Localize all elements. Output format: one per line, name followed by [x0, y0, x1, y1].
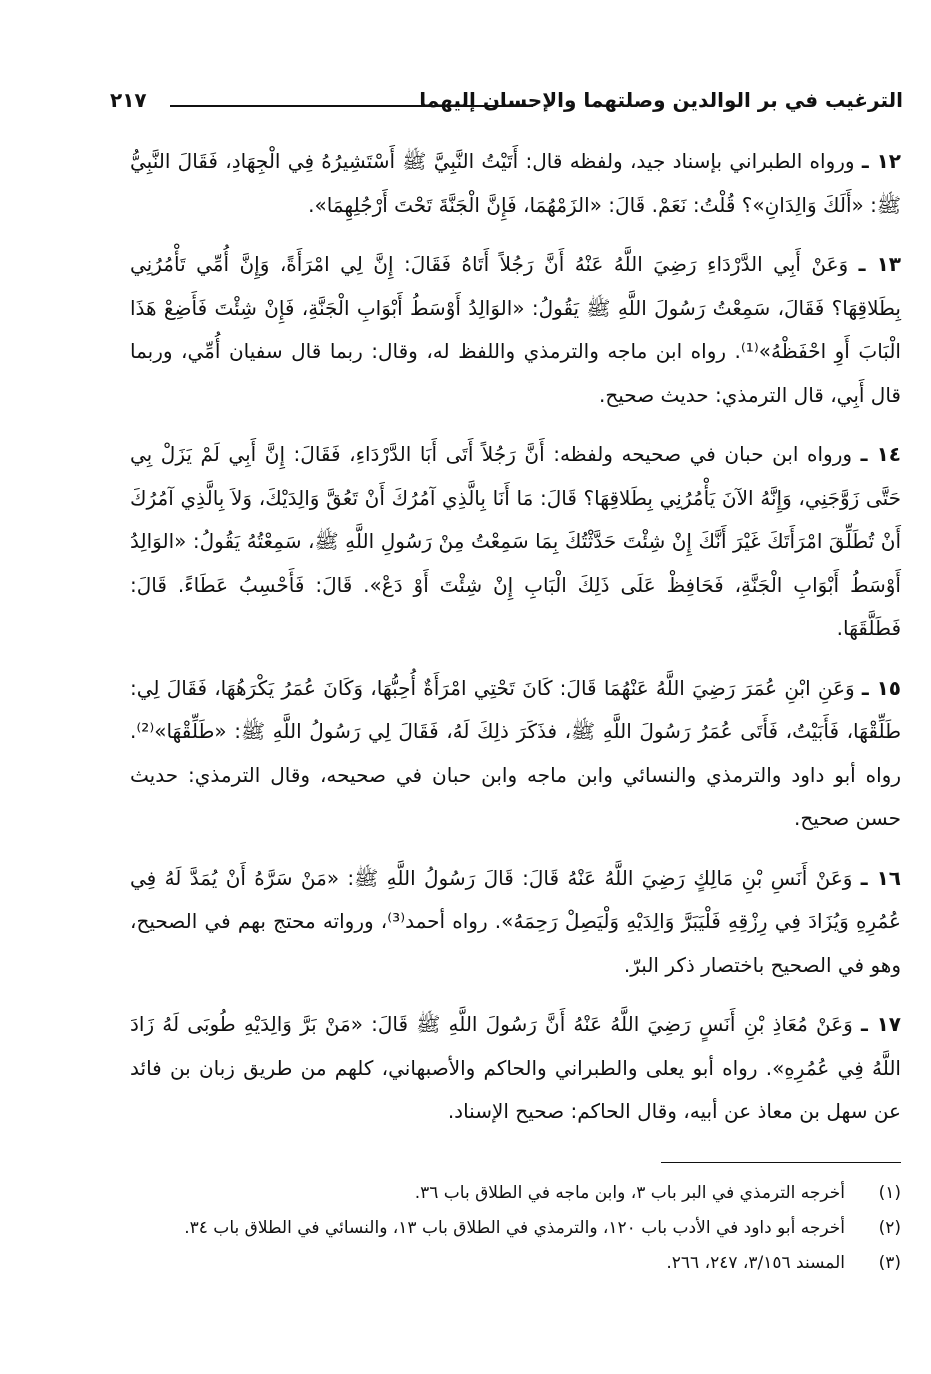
body-text — [130, 140, 901, 1150]
footnote-marker: (٣) — [878, 1253, 901, 1273]
hadith-text: وَعَنْ أَنَسِ بْنِ مَالِكٍ رَضِيَ اللَّهُ عَنْهُ قَالَ: قَالَ رَسُولُ اللَّهِ ﷺ: «مَنْ سَرَّهُ أَنْ يُمَدَّ لَهُ فِي عُمُرِهِ وَيُزَادَ فِي رِزْقِهِ فَلْيَبَرَّ وَالِدَيْهِ وَلْيَصِلْ رَحِمَهُ». رواه أحمد⁽³⁾، ورواته محتج بهم في الصحيح، وهو في الصحيح باختصار ذكر البرّ. — [130, 865, 901, 977]
footnotes — [140, 1178, 901, 1283]
hadith-number: ١٢ ـ — [861, 149, 901, 173]
footnote-separator — [661, 1162, 901, 1163]
header-rule — [170, 105, 533, 107]
hadith-paragraph — [130, 243, 901, 417]
hadith-paragraph — [130, 857, 901, 988]
hadith-text: ورواه الطبراني بإسناد جيد، ولفظه قال: أَتَيْتُ النَّبِيَّ ﷺ أَسْتَشِيرُهُ فِي الْجِهَادِ، فَقَالَ النَّبِيُّ ﷺ: «أَلَكَ وَالِدَانِ»؟ قُلْتُ: نَعَمْ. قَالَ: «الزَمْهُمَا، فَإِنَّ الْجَنَّةَ تَحْتَ أَرْجُلِهِمَا». — [130, 149, 901, 217]
footnote-marker: (٢) — [878, 1218, 901, 1238]
running-title: الترغيب في بر الوالدين وصلتهما والإحسان إليهما — [419, 88, 903, 112]
hadith-number: ١٤ ـ — [860, 442, 901, 466]
footnote — [140, 1213, 901, 1243]
hadith-paragraph — [130, 433, 901, 651]
hadith-paragraph — [130, 1003, 901, 1134]
hadith-number: ١٧ ـ — [860, 1012, 901, 1036]
hadith-text: وَعَنْ أَبِي الدَّرْدَاءِ رَضِيَ اللَّهُ عَنْهُ أَنَّ رَجُلاً أَتَاهُ فَقَالَ: إِنَّ لِي امْرَأَةً، وَإِنَّ أُمِّي تَأْمُرُنِي بِطَلاقِهَا؟ فَقَالَ، سَمِعْتُ رَسُولَ اللَّهِ ﷺ يَقُولُ: «الوَالِدُ أَوْسَطُ أَبْوَابِ الْجَنَّةِ، فَإِنْ شِئْتَ فَأَضِعْ هَذَا الْبَابَ أَوِ احْفَظْهُ»⁽¹⁾. رواه ابن ماجه والترمذي واللفظ له، وقال: ربما قال سفيان أُمِّي، وربما قال أَبِي، قال الترمذي: حديث صحيح. — [130, 252, 901, 407]
footnote-text: أخرجه الترمذي في البر باب ٣، وابن ماجه في الطلاق باب ٣٦. — [414, 1183, 845, 1203]
hadith-text: وَعَنْ مُعَاذِ بْنِ أَنَسٍ رَضِيَ اللَّهُ عَنْهُ أَنَّ رَسُولَ اللَّهِ ﷺ قَالَ: «مَنْ بَرَّ وَالِدَيْهِ طُوبَى لَهُ زَادَ اللَّهُ فِي عُمُرِهِ». رواه أبو يعلى والطبراني والحاكم والأصبهاني، كلهم من طريق زبان بن فائد عن سهل بن معاذ عن أبيه، وقال الحاكم: صحيح الإسناد. — [130, 1012, 901, 1123]
hadith-paragraph — [130, 140, 901, 227]
footnote-text: المسند ٣/١٥٦، ٢٤٧، ٢٦٦. — [666, 1253, 845, 1273]
page-header — [110, 88, 903, 118]
footnote — [140, 1178, 901, 1208]
hadith-number: ١٣ ـ — [858, 252, 901, 276]
hadith-paragraph — [130, 667, 901, 841]
footnote — [140, 1248, 901, 1278]
footnote-text: أخرجه أبو داود في الأدب باب ١٢٠، والترمذي في الطلاق باب ١٣، والنسائي في الطلاق باب ٣٤. — [184, 1218, 845, 1238]
hadith-number: ١٥ ـ — [861, 675, 901, 700]
footnote-marker: (١) — [878, 1183, 901, 1203]
page-number: ٢١٧ — [110, 88, 147, 112]
hadith-number: ١٦ ـ — [860, 865, 901, 890]
hadith-text: ورواه ابن حبان في صحيحه ولفظه: أَنَّ رَجُلاً أَتَى أَبَا الدَّرْدَاءِ، فَقَالَ: إِنَّ أَبِي لَمْ يَزَلْ بِي حَتَّى زَوَّجَنِي، وَإِنَّهُ الآنَ يَأْمُرُنِي بِطَلاقِهَا؟ قَالَ: مَا أَنَا بِالَّذِي آمُرُكَ أَنْ تَعُقَّ وَالِدَيْكَ، وَلاَ بِالَّذِي آمُرُكَ أَنْ تُطَلِّقَ امْرَأَتَكَ غَيْرَ أَنَّكَ إِنْ شِئْتَ حَدَّثْتُكَ بِمَا سَمِعْتُ مِنْ رَسُولِ اللَّهِ ﷺ، سَمِعْتُهُ يَقُولُ: «الوَالِدُ أَوْسَطُ أَبْوَابِ الْجَنَّةِ، فَحَافِظْ عَلَى ذَلِكَ الْبَابِ إِنْ شِئْتَ أَوْ دَعْ». قَالَ: فَأَحْسِبُ عَطَاءً. قَالَ: فَطَلَّقَهَا. — [130, 442, 901, 640]
hadith-text: وَعَنِ ابْنِ عُمَرَ رَضِيَ اللَّهُ عَنْهُمَا قَالَ: كَانَ تَحْتِي امْرَأَةٌ أُحِبُّهَا، وَكَانَ عُمَرُ يَكْرَهُهَا، فَقَالَ لِي: طَلِّقْهَا، فَأَبَيْتُ، فَأَتَى عُمَرُ رَسُولَ اللَّهِ ﷺ، فذَكَرَ ذلِكَ لَهُ، فَقَالَ لِي رَسُولُ اللَّهِ ﷺ: «طَلِّقْهَا»⁽²⁾. رواه أبو داود والترمذي والنسائي وابن ماجه وابن حبان في صحيحه، وقال الترمذي: حديث حسن صحيح. — [130, 675, 901, 830]
